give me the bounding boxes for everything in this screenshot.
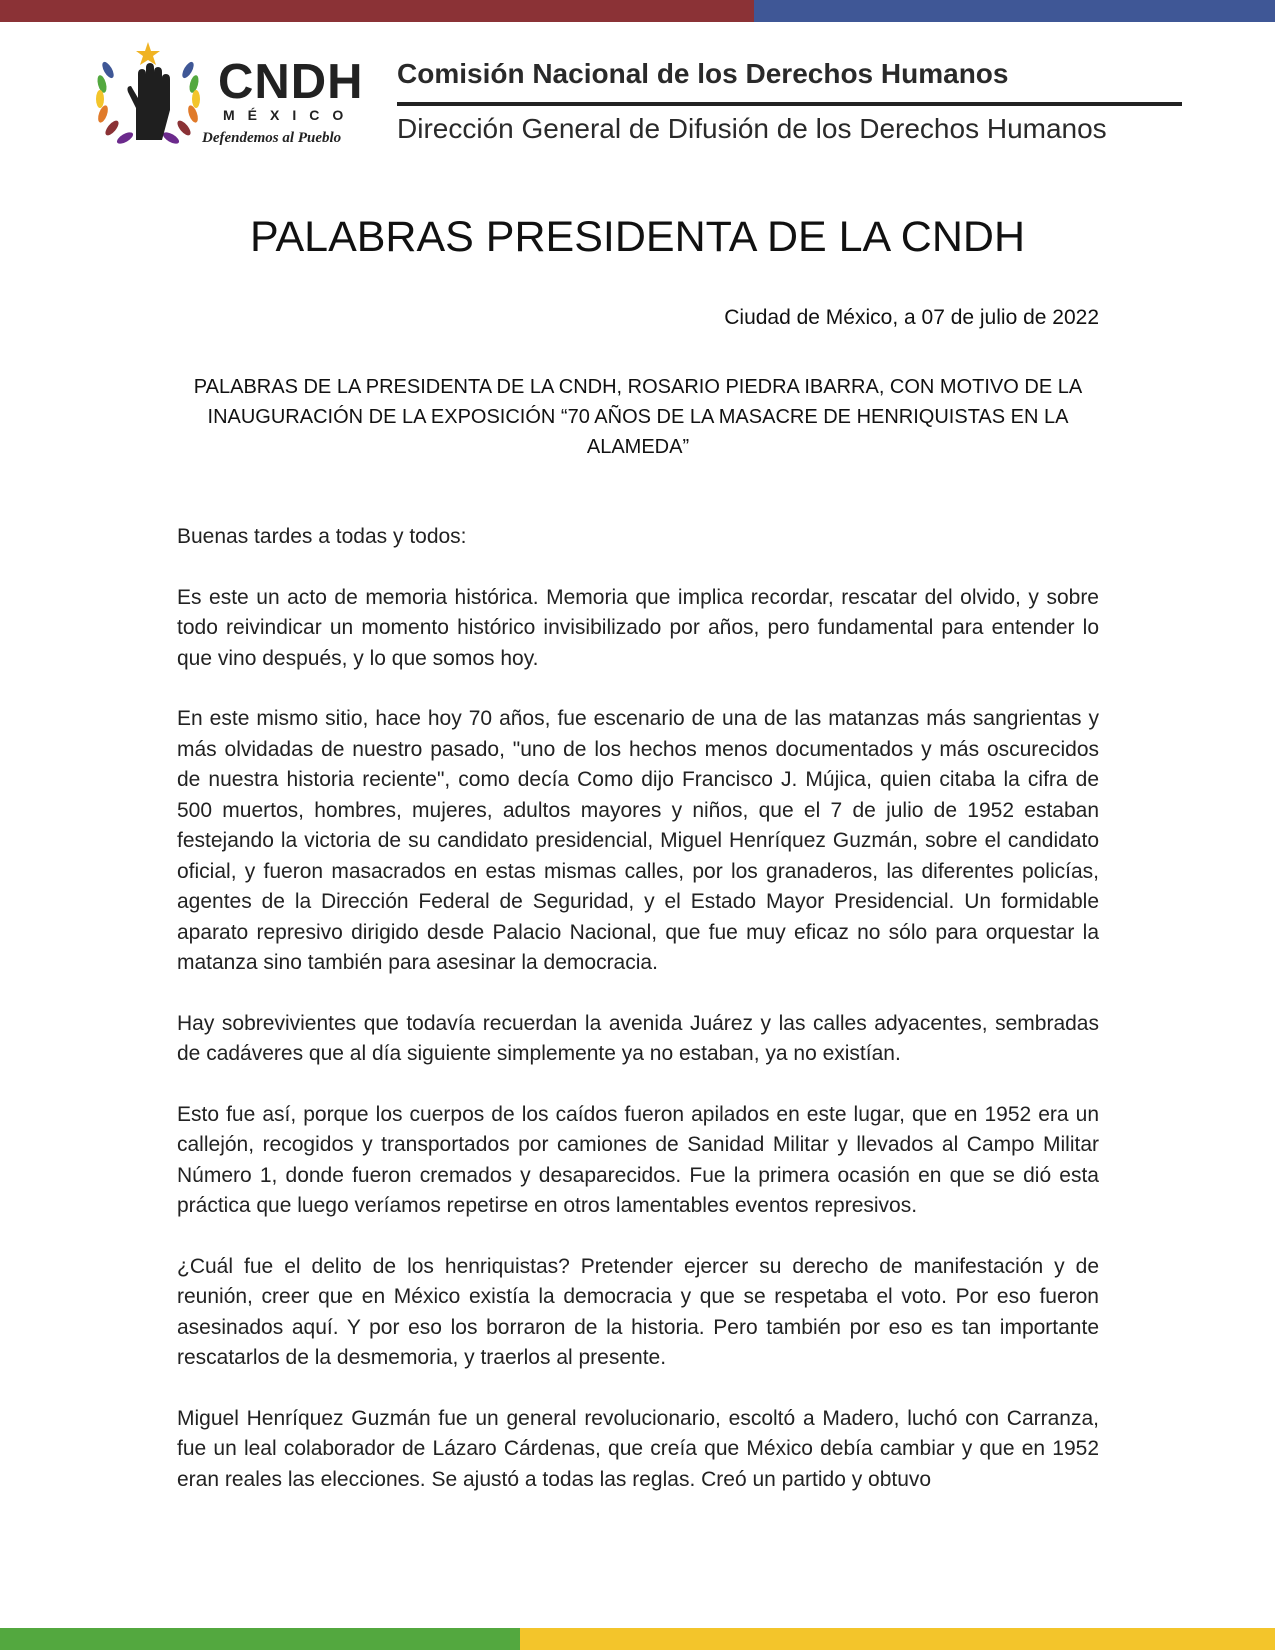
organization-name: Comisión Nacional de los Derechos Humanos — [397, 58, 1009, 89]
paragraph: En este mismo sitio, hace hoy 70 años, fue escenario de una de las matanzas más sangrientas y más olvidadas de nuestro pasado, "uno de los hechos menos documentados y más oscurecidos de nuestra historia reciente", como decía Como dijo Francisco J. Mújica, quien citaba la cifra de 500 muertos, hombres, mujeres, adultos mayores y niños, que el 7 de julio de 1952 estaban festejando la victoria de su candidato presidencial, Miguel Henríquez Guzmán, sobre el candidato oficial, y fueron masacrados en estas mismas calles, por los granaderos, las diferentes policías, agentes de la Dirección Federal de Seguridad, y el Estado Mayor Presidencial. Un formidable aparato represivo dirigido desde Palacio Nacional, que fue muy eficaz no sólo para orquestar la matanza sino también para asesinar la democracia. — [177, 707, 1099, 974]
paragraph: Miguel Henríquez Guzmán fue un general revolucionario, escoltó a Madero, luchó con Carranza, fue un leal colaborador de Lázaro Cárdenas, que creía que México debía cambiar y que en 1952 eran reales las elecciones. Se ajustó a todas las reglas. Creó un partido y obtuvo — [177, 1406, 1099, 1491]
directorate-name: Dirección General de Difusión de los Derechos Humanos — [397, 113, 1107, 144]
page-title: PALABRAS PRESIDENTA DE LA CNDH — [249, 213, 1026, 261]
speech-subtitle: PALABRAS DE LA PRESIDENTA DE LA CNDH, ROSARIO PIEDRA IBARRA, CON MOTIVO DE LA INAUGURACIÓN DE LA EXPOSICIÓN “70 AÑOS DE LA MASACRE DE HENRIQUISTAS EN LA ALAMEDA” — [193, 376, 1083, 458]
speech-body — [177, 522, 1099, 1525]
logo-motto: Defendemos al Pueblo — [202, 130, 342, 146]
bottom-yellow-bar — [520, 1628, 1275, 1650]
bottom-green-bar — [0, 1628, 520, 1650]
paragraph-greeting: Buenas tardes a todas y todos: — [177, 525, 467, 548]
paragraph: Es este un acto de memoria histórica. Memoria que implica recordar, rescatar del olvido, y sobre todo reivindicar un momento histórico invisibilizado por años, pero fundamental para entender lo que vino después, y lo que somos hoy. — [177, 585, 1099, 670]
header-divider — [397, 102, 1182, 106]
top-blue-bar — [754, 0, 1275, 22]
cndh-logo — [92, 40, 382, 155]
paragraph: Esto fue así, porque los cuerpos de los caídos fueron apilados en este lugar, que en 1952 era un callejón, recogidos y transportados por camiones de Sanidad Militar y llevados al Campo Militar Número 1, donde fueron cremados y desaparecidos. Fue la primera ocasión en que se dió esta práctica que luego veríamos repetirse en otros lamentables eventos represivos. — [177, 1102, 1099, 1217]
logo-acronym: CNDH — [218, 55, 364, 109]
cndh-emblem-icon — [92, 40, 204, 152]
top-red-bar — [0, 0, 754, 22]
logo-country: MÉXICO — [223, 107, 357, 123]
date-line: Ciudad de México, a 07 de julio de 2022 — [724, 306, 1099, 329]
paragraph: Hay sobrevivientes que todavía recuerdan la avenida Juárez y las calles adyacentes, sembradas de cadáveres que al día siguiente simplemente ya no estaban, ya no existían. — [177, 1011, 1099, 1065]
paragraph: ¿Cuál fue el delito de los henriquistas? Pretender ejercer su derecho de manifestación y de reunión, creer que en México existía la democracia y que se respetaba el voto. Por eso fueron asesinados aquí. Y por eso los borraron de la historia. Pero también por eso es tan importante rescatarlos de la desmemoria, y traerlos al presente. — [177, 1254, 1099, 1369]
